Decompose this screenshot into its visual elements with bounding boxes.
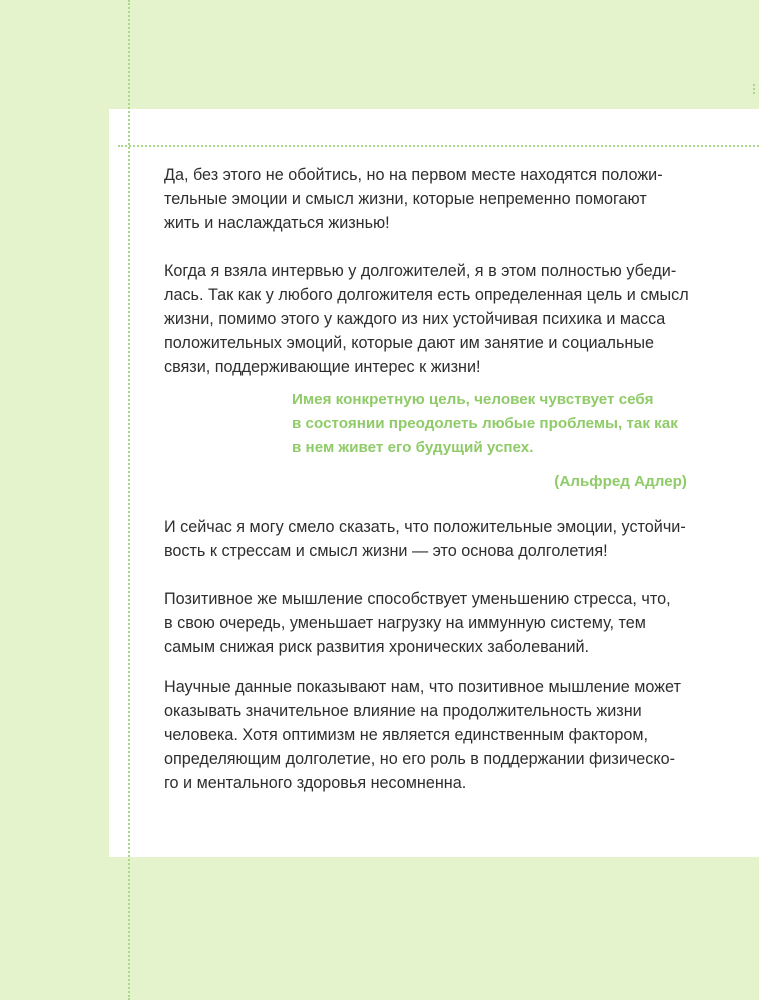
paragraph-line: Позитивное же мышление способствует уменьшению стресса, что,	[164, 590, 671, 608]
paragraph-line: го и ментального здоровья несомненна.	[164, 774, 467, 792]
paragraph-line: жить и наслаждаться жизнью!	[164, 214, 390, 232]
paragraph-line: Да, без этого не обойтись, но на первом месте находятся положи-	[164, 166, 663, 184]
paragraph-line: жизни, помимо этого у каждого из них устойчивая психика и масса	[164, 310, 666, 328]
paragraph-line: определяющим долголетие, но его роль в поддержании физическо-	[164, 750, 676, 768]
paragraph-line: лась. Так как у любого долгожителя есть определенная цель и смысл	[164, 286, 689, 304]
paragraph-line: Когда я взяла интервью у долгожителей, я в этом полностью убеди-	[164, 262, 677, 280]
quote-block	[292, 388, 692, 460]
paragraph-4	[164, 587, 694, 659]
corner-mark	[753, 84, 755, 94]
quote-line: в нем живет его будущий успех.	[292, 439, 534, 456]
paragraph-line: самым снижая риск развития хронических заболеваний.	[164, 638, 590, 656]
paragraph-line: связи, поддерживающие интерес к жизни!	[164, 358, 481, 376]
paragraph-line: в свою очередь, уменьшает нагрузку на иммунную систему, тем	[164, 614, 646, 632]
dotted-guide-vertical	[128, 0, 130, 1000]
paragraph-line: оказывать значительное влияние на продолжительность жизни	[164, 702, 642, 720]
paragraph-3	[164, 515, 694, 563]
paragraph-line: И сейчас я могу смело сказать, что положительные эмоции, устойчи-	[164, 518, 686, 536]
dotted-guide-horizontal	[118, 145, 759, 147]
paragraph-5	[164, 675, 694, 795]
paragraph-line: Научные данные показывают нам, что позитивное мышление может	[164, 678, 681, 696]
paragraph-1	[164, 163, 694, 235]
paragraph-line: тельные эмоции и смысл жизни, которые непременно помогают	[164, 190, 647, 208]
quote-line: в состоянии преодолеть любые проблемы, так как	[292, 415, 678, 432]
paragraph-line: положительных эмоций, которые дают им занятие и социальные	[164, 334, 654, 352]
paragraph-2	[164, 259, 694, 379]
quote-author: (Альфред Адлер)	[554, 473, 687, 490]
paragraph-line: вость к стрессам и смысл жизни — это основа долголетия!	[164, 542, 608, 560]
quote-line: Имея конкретную цель, человек чувствует себя	[292, 391, 654, 408]
paragraph-line: человека. Хотя оптимизм не является единственным фактором,	[164, 726, 649, 744]
